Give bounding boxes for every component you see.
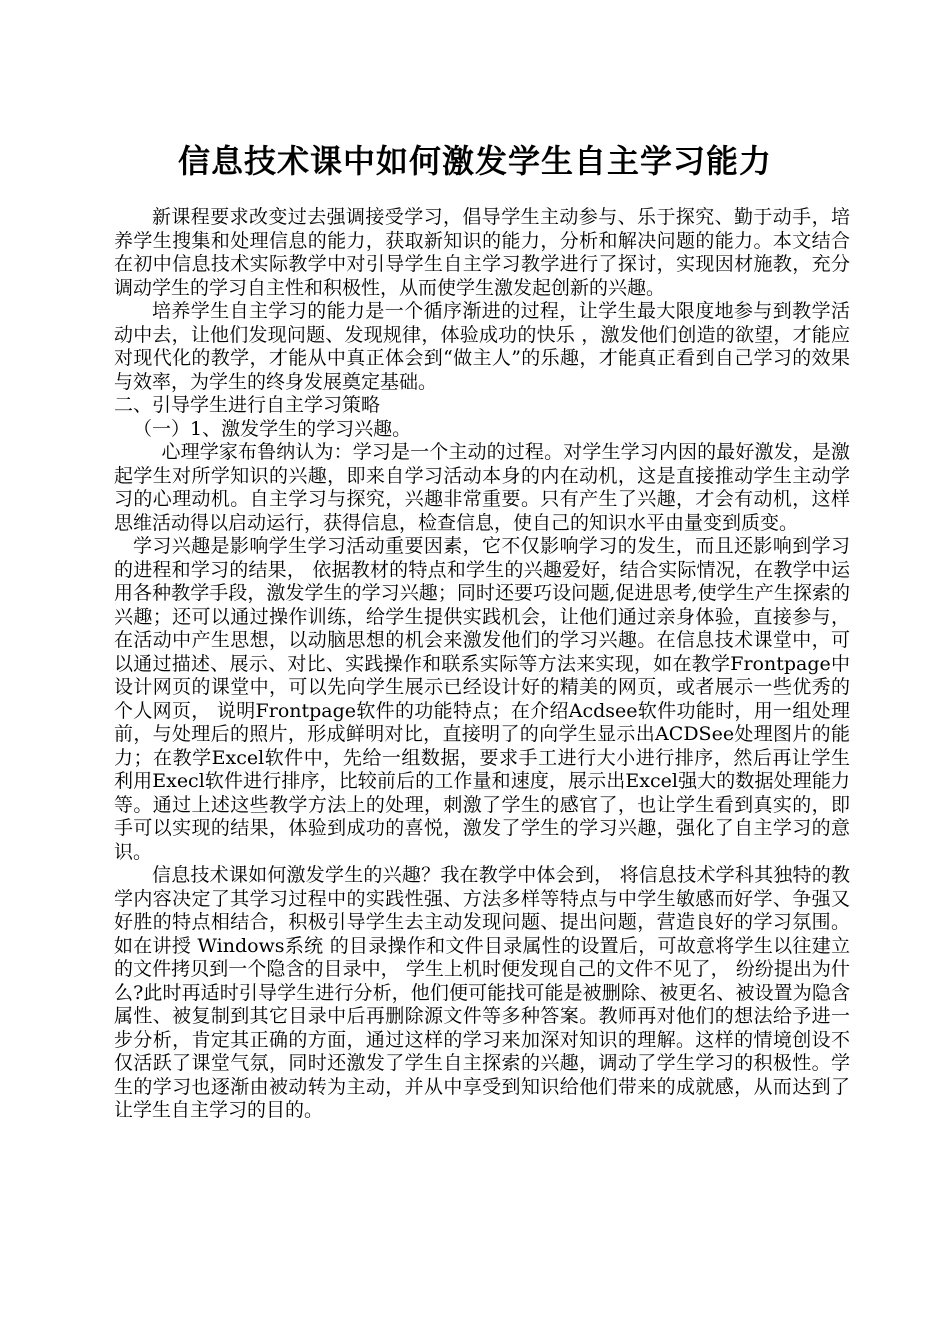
paragraph-intro: 新课程要求改变过去强调接受学习，倡导学生主动参与、乐于探究、勤于动手，培养学生搜集和处理信息的能力，获取新知识的能力，分析和解决问题的能力。本文结合在初中信息技术实际教学中对引导学生自主学习教学进行了探讨，实现因材施教，充分调动学生的学习自主性和积极性，从而使学生激发起创新的兴趣。 (114, 206, 850, 299)
paragraph-bruner: 心理学家布鲁纳认为：学习是一个主动的过程。对学生学习内因的最好激发，是激起学生对所学知识的兴趣，即来自学习活动本身的内在动机，这是直接推动学生主动学习的心理动机。自主学习与探究，兴趣非常重要。只有产生了兴趣，才会有动机，这样思维活动得以启动运行，获得信息，检查信息，使自己的知识水平由量变到质变。 (114, 441, 850, 534)
document-title: 信息技术课中如何激发学生自主学习能力 (177, 142, 772, 181)
paragraph-it-course: 信息技术课如何激发学生的兴趣？我在教学中体会到， 将信息技术学科其独特的教学内容决定了其学习过程中的实践性强、方法多样等特点与中学生敏感而好学、争强又好胜的特点相结合，积极引导学生去主动发现问题、提出问题，营造良好的学习氛围。如在讲授 Windows系统 的目录操作和文件目录属性的设置后，可故意将学生以往建立的文件拷贝到一个隐含的目录中， 学生上机时便发现自己的文件不见了， 纷纷提出为什么?此时再适时引导学生进行分析，他们便可能找可能是被删除、被更名、被设置为隐含属性、被复制到其它目录中后再删除源文件等多种答案。教师再对他们的想法给予进一步分析，肯定其正确的方面，通过这样的学习来加深对知识的理解。这样的情境创设不仅活跃了课堂气氛，同时还激发了学生自主探索的兴趣，调动了学生学习的积极性。学生的学习也逐渐由被动转为主动，并从中享受到知识给他们带来的成就感，从而达到了让学生自主学习的目的。 (114, 864, 850, 1121)
paragraph-learning-interest: 学习兴趣是影响学生学习活动重要因素，它不仅影响学习的发生，而且还影响到学习的进程和学习的结果， 依据教材的特点和学生的兴趣爱好，结合实际情况，在教学中运用各种教学手段，激发学生的学习兴趣；同时还要巧设问题,促进思考,使学生产生探索的兴趣；还可以通过操作训练，给学生提供实践机会，让他们通过亲身体验，直接参与，在活动中产生思想，以动脑思想的机会来激发他们的学习兴趣。在信息技术课堂中，可以通过描述、展示、对比、实践操作和联系实际等方法来实现，如在教学Frontpage中设计网页的课堂中，可以先向学生展示已经设计好的精美的网页，或者展示一些优秀的个人网页， 说明Frontpage软件的功能特点；在介绍Acdsee软件功能时，用一组处理前，与处理后的照片，形成鲜明对比，直接明了的向学生显示出ACDSee处理图片的能力；在教学Excel软件中，先给一组数据，要求手工进行大小进行排序，然后再让学生利用Execl软件进行排序，比较前后的工作量和速度，展示出Excel强大的数据处理能力等。通过上述这些教学方法上的处理，刺激了学生的感官了，也让学生看到真实的，即手可以实现的结果，体验到成功的喜悦，激发了学生的学习兴趣，强化了自主学习的意识。 (114, 535, 850, 863)
paragraph-ability: 培养学生自主学习的能力是一个循序渐进的过程，让学生最大限度地参与到教学活动中去，让他们发现问题、发现规律，体验成功的快乐 ，激发他们创造的欲望，才能应对现代化的教学，才能从中真正体会到“做主人”的乐趣，才能真正看到自己学习的效果与效率，为学生的终身发展奠定基础。 (114, 300, 850, 393)
document-body (114, 206, 850, 1123)
section-heading-strategy: 二、引导学生进行自主学习策略 (114, 394, 381, 416)
subsection-heading-interest: （一）1、激发学生的学习兴趣。 (133, 417, 412, 440)
